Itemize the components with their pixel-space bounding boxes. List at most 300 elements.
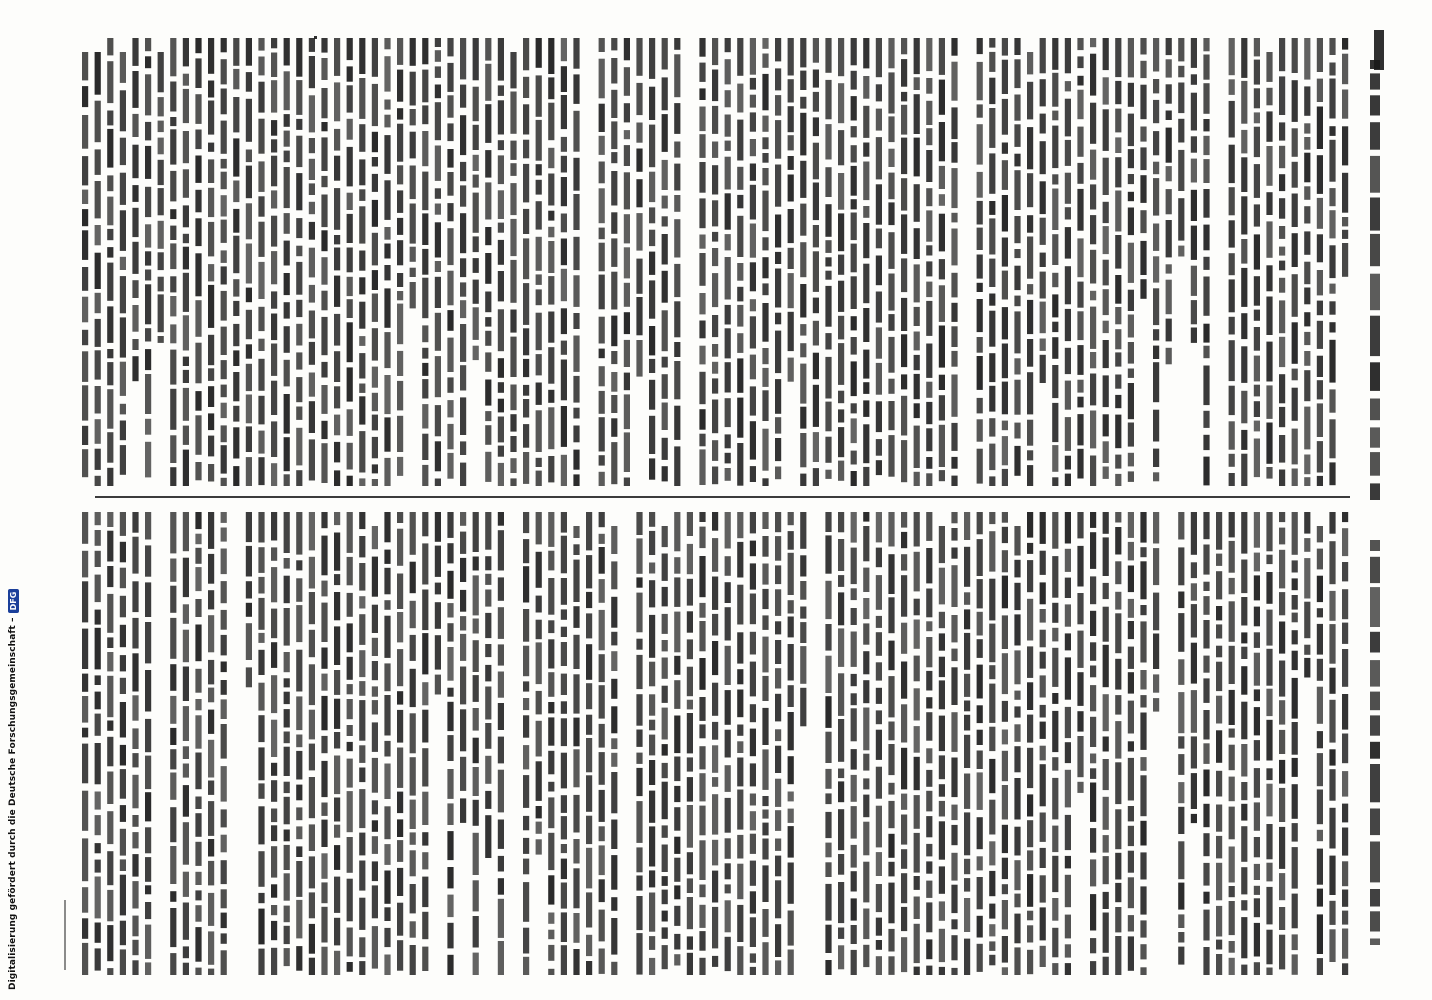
column-upper-text-line bbox=[939, 38, 945, 75]
column-upper-text-line bbox=[82, 330, 88, 345]
column-lower-text-line bbox=[485, 815, 491, 858]
column-lower-text-line bbox=[851, 871, 857, 891]
column-upper-text-line bbox=[662, 160, 668, 190]
column-upper-text-line bbox=[561, 177, 567, 206]
column-upper-text-line bbox=[359, 206, 365, 243]
column-lower-text-line bbox=[1266, 720, 1272, 761]
column-upper-text-line bbox=[939, 470, 945, 481]
column-lower-text-line bbox=[750, 541, 756, 557]
column-upper-text-line bbox=[888, 435, 894, 477]
column-lower-text-line bbox=[296, 696, 302, 730]
column-lower-text-line bbox=[221, 528, 227, 542]
column-lower-text-line bbox=[662, 876, 668, 886]
column-lower-text-line bbox=[1178, 547, 1184, 585]
column-upper-text-line bbox=[473, 258, 479, 273]
column-upper-text-line bbox=[989, 153, 995, 193]
column-upper-text-line bbox=[460, 38, 466, 79]
column-upper-text-line bbox=[926, 128, 932, 145]
column-lower-text-line bbox=[1342, 512, 1348, 522]
column-upper-text-line bbox=[120, 52, 126, 83]
column-lower-text-line bbox=[699, 697, 705, 721]
column-lower-text-line bbox=[573, 868, 579, 908]
column-upper-text-line bbox=[1317, 155, 1323, 194]
column-upper-text-line bbox=[1203, 411, 1209, 428]
column-upper-text-line bbox=[851, 126, 857, 137]
column-upper-text-line bbox=[926, 382, 932, 398]
column-upper-text-line bbox=[296, 80, 302, 115]
column-upper-text-line bbox=[170, 209, 176, 219]
column-upper-text-line bbox=[132, 185, 138, 202]
column-lower-text-line bbox=[1317, 849, 1323, 885]
column-upper-text-line bbox=[1077, 56, 1083, 68]
column-upper-text-line bbox=[422, 70, 428, 103]
column-lower-text-line bbox=[939, 716, 945, 752]
column-lower-text-line bbox=[851, 950, 857, 975]
column-lower-text-line bbox=[1052, 603, 1058, 623]
column-upper-text-line bbox=[195, 94, 201, 124]
column-upper-text-line bbox=[1342, 230, 1348, 239]
column-upper-text-line bbox=[674, 103, 680, 134]
column-upper-text-line bbox=[725, 362, 731, 392]
column-upper-text-line bbox=[422, 131, 428, 166]
column-lower-text-line bbox=[863, 754, 869, 771]
column-lower-text-line bbox=[674, 612, 680, 653]
column-lower-text-line bbox=[1090, 894, 1096, 930]
column-upper-text-line bbox=[460, 213, 466, 253]
column-lower-text-line bbox=[523, 715, 529, 737]
column-lower-text-line bbox=[485, 756, 491, 784]
column-lower-text-line bbox=[725, 884, 731, 893]
column-upper-text-line bbox=[195, 343, 201, 384]
column-upper-text-line bbox=[989, 353, 995, 382]
column-lower-text-line bbox=[687, 777, 693, 802]
column-lower-text-line bbox=[473, 767, 479, 796]
column-upper-text-line bbox=[523, 359, 529, 377]
column-lower-text-line bbox=[888, 862, 894, 877]
column-upper-text-line bbox=[1191, 159, 1197, 183]
column-upper-text-line bbox=[523, 399, 529, 418]
column-lower-text-line bbox=[548, 512, 554, 547]
column-upper-text-line bbox=[1115, 455, 1121, 469]
column-lower-text-line bbox=[1254, 886, 1260, 895]
column-upper-text-line bbox=[636, 123, 642, 143]
column-lower-text-line bbox=[1178, 736, 1184, 748]
column-upper-text-line bbox=[712, 142, 718, 158]
column-lower-text-line bbox=[258, 783, 264, 798]
column-upper-text-line bbox=[422, 465, 428, 486]
column-lower-text-line bbox=[296, 807, 302, 820]
column-upper-text-line bbox=[95, 149, 101, 175]
column-upper-text-line bbox=[624, 214, 630, 243]
column-upper-text-line bbox=[1241, 130, 1247, 154]
column-lower-text-line bbox=[750, 763, 756, 786]
column-lower-text-line bbox=[762, 796, 768, 806]
column-upper-text-line bbox=[473, 307, 479, 340]
column-upper-text-line bbox=[1304, 351, 1310, 366]
column-lower-text-line bbox=[762, 823, 768, 836]
column-lower-text-line bbox=[662, 911, 668, 922]
column-lower-text-line bbox=[410, 512, 416, 555]
column-lower-text-line bbox=[737, 512, 743, 538]
column-upper-text-line bbox=[422, 105, 428, 124]
column-upper-text-line bbox=[397, 416, 403, 452]
column-lower-text-line bbox=[1052, 778, 1058, 820]
column-upper-text-line bbox=[1266, 265, 1272, 291]
column-upper-text-line bbox=[1115, 137, 1121, 153]
column-upper-text-line bbox=[1229, 220, 1235, 247]
column-upper-text-line bbox=[1266, 423, 1272, 464]
column-lower-text-line bbox=[1115, 527, 1121, 555]
column-lower-text-line bbox=[1027, 560, 1033, 592]
column-lower-text-line bbox=[662, 782, 668, 820]
column-lower-text-line bbox=[636, 593, 642, 633]
column-upper-text-line bbox=[1153, 224, 1159, 251]
column-lower-text-line bbox=[687, 713, 693, 753]
column-lower-text-line bbox=[599, 752, 605, 785]
column-lower-text-line bbox=[473, 708, 479, 731]
column-upper-text-line bbox=[636, 179, 642, 207]
column-lower-text-line bbox=[145, 622, 151, 663]
column-lower-text-line bbox=[347, 557, 353, 585]
column-upper-text-line bbox=[107, 111, 113, 126]
column-lower-text-line bbox=[876, 767, 882, 799]
column-lower-text-line bbox=[347, 962, 353, 972]
column-lower-text-line bbox=[775, 565, 781, 584]
column-lower-text-line bbox=[384, 741, 390, 757]
column-upper-text-line bbox=[359, 396, 365, 424]
column-upper-text-line bbox=[800, 474, 806, 486]
column-upper-text-line bbox=[1040, 181, 1046, 214]
column-lower-text-line bbox=[611, 820, 617, 850]
column-lower-text-line bbox=[435, 635, 441, 669]
column-lower-text-line bbox=[384, 955, 390, 976]
column-lower-text-line bbox=[914, 795, 920, 829]
column-lower-text-line bbox=[1014, 706, 1020, 717]
column-lower-text-line bbox=[334, 756, 340, 795]
column-upper-text-line bbox=[939, 194, 945, 206]
column-upper-text-line bbox=[561, 38, 567, 61]
column-lower-text-line bbox=[284, 709, 290, 727]
column-upper-text-line bbox=[1203, 257, 1209, 270]
column-upper-text-line bbox=[1166, 319, 1172, 342]
column-lower-text-line bbox=[851, 925, 857, 944]
column-lower-text-line bbox=[271, 884, 277, 897]
column-upper-text-line bbox=[435, 85, 441, 99]
column-lower-text-line bbox=[1128, 758, 1134, 801]
column-upper-text-line bbox=[926, 473, 932, 486]
column-upper-text-line bbox=[951, 142, 957, 163]
column-lower-text-line bbox=[548, 717, 554, 745]
column-upper-text-line bbox=[183, 205, 189, 227]
column-upper-text-line bbox=[1002, 436, 1008, 465]
column-lower-text-line bbox=[271, 948, 277, 975]
column-lower-text-line bbox=[132, 537, 138, 574]
column-lower-text-line bbox=[674, 512, 680, 551]
column-lower-text-line bbox=[1254, 575, 1260, 600]
column-lower-text-line bbox=[170, 773, 176, 800]
column-lower-text-line bbox=[1178, 914, 1184, 928]
column-upper-text-line bbox=[221, 327, 227, 355]
column-upper-text-line bbox=[674, 264, 680, 297]
column-lower-text-line bbox=[1329, 769, 1335, 801]
column-upper-text-line bbox=[334, 248, 340, 271]
column-upper-text-line bbox=[636, 340, 642, 377]
column-upper-text-line bbox=[926, 101, 932, 125]
column-lower-text-line bbox=[914, 688, 920, 720]
column-upper-text-line bbox=[120, 317, 126, 357]
column-upper-text-line bbox=[510, 141, 516, 160]
column-lower-text-line bbox=[926, 621, 932, 631]
column-lower-text-line bbox=[145, 962, 151, 975]
column-lower-text-line bbox=[1128, 599, 1134, 618]
column-lower-text-line bbox=[699, 512, 705, 522]
column-lower-text-line bbox=[901, 873, 907, 903]
column-lower-text-line bbox=[183, 667, 189, 702]
column-upper-text-line bbox=[372, 174, 378, 192]
column-lower-text-line bbox=[120, 678, 126, 694]
column-upper-text-line bbox=[977, 255, 983, 279]
column-lower-text-line bbox=[636, 694, 642, 726]
column-upper-text-line bbox=[1317, 270, 1323, 295]
column-upper-text-line bbox=[309, 222, 315, 240]
column-lower-text-line bbox=[1203, 545, 1209, 575]
column-upper-text-line bbox=[107, 263, 113, 301]
column-lower-text-line bbox=[1241, 597, 1247, 626]
column-upper-text-line bbox=[221, 445, 227, 473]
column-lower-text-line bbox=[82, 581, 88, 622]
column-lower-text-line bbox=[435, 602, 441, 629]
column-upper-text-line bbox=[662, 77, 668, 110]
column-upper-text-line bbox=[384, 417, 390, 451]
column-upper-text-line bbox=[599, 417, 605, 451]
column-upper-text-line bbox=[372, 132, 378, 152]
column-lower-text-line bbox=[1090, 576, 1096, 604]
column-lower-text-line bbox=[145, 756, 151, 790]
column-lower-text-line bbox=[296, 861, 302, 897]
column-upper-text-line bbox=[699, 253, 705, 286]
column-lower-text-line bbox=[825, 812, 831, 838]
column-upper-text-line bbox=[284, 213, 290, 234]
column-lower-text-line bbox=[1040, 609, 1046, 623]
column-upper-text-line bbox=[863, 400, 869, 417]
margin-mark bbox=[64, 900, 66, 970]
column-upper-text-line bbox=[573, 158, 579, 191]
column-upper-text-line bbox=[1002, 238, 1008, 267]
column-lower-text-line bbox=[1002, 512, 1008, 523]
column-lower-text-line bbox=[485, 644, 491, 657]
column-lower-text-line bbox=[183, 946, 189, 958]
column-lower-text-line bbox=[561, 816, 567, 839]
column-lower-text-line bbox=[1140, 775, 1146, 816]
column-lower-text-line bbox=[447, 603, 453, 617]
column-upper-text-line bbox=[611, 351, 617, 364]
column-lower-text-line bbox=[132, 581, 138, 612]
column-lower-text-line bbox=[725, 900, 731, 932]
column-upper-text-line bbox=[158, 252, 164, 270]
column-upper-text-line bbox=[1254, 327, 1260, 351]
column-lower-text-line bbox=[107, 637, 113, 648]
column-upper-text-line bbox=[258, 222, 264, 257]
column-upper-text-line bbox=[939, 122, 945, 161]
column-lower-text-line bbox=[95, 792, 101, 810]
column-upper-text-line bbox=[82, 351, 88, 382]
column-lower-text-line bbox=[1103, 737, 1109, 752]
column-upper-text-line bbox=[800, 38, 806, 67]
column-upper-text-line bbox=[762, 303, 768, 342]
column-lower-text-line bbox=[1065, 856, 1071, 869]
column-upper-text-line bbox=[611, 152, 617, 163]
column-lower-text-line bbox=[120, 875, 126, 916]
column-upper-text-line bbox=[611, 272, 617, 310]
column-upper-text-line bbox=[233, 350, 239, 366]
column-lower-text-line bbox=[800, 646, 806, 684]
column-upper-text-line bbox=[447, 149, 453, 168]
column-lower-text-line bbox=[964, 633, 970, 670]
column-lower-text-line bbox=[586, 892, 592, 927]
column-upper-text-line bbox=[435, 204, 441, 215]
column-lower-text-line bbox=[951, 825, 957, 845]
column-upper-text-line bbox=[1065, 140, 1071, 166]
column-upper-text-line bbox=[372, 464, 378, 473]
column-upper-text-line bbox=[788, 156, 794, 170]
column-upper-text-line bbox=[813, 143, 819, 180]
column-upper-text-line bbox=[145, 56, 151, 68]
column-lower-text-line bbox=[1065, 742, 1071, 763]
column-upper-text-line bbox=[107, 389, 113, 429]
column-lower-text-line bbox=[1292, 784, 1298, 819]
column-upper-text-line bbox=[624, 247, 630, 278]
column-upper-text-line bbox=[221, 250, 227, 263]
column-upper-text-line bbox=[183, 74, 189, 86]
column-lower-text-line bbox=[1254, 689, 1260, 701]
column-lower-text-line bbox=[284, 948, 290, 966]
column-lower-text-line bbox=[1203, 947, 1209, 975]
column-upper-text-line bbox=[271, 291, 277, 308]
column-upper-text-line bbox=[473, 38, 479, 80]
column-upper-text-line bbox=[788, 358, 794, 382]
column-lower-text-line bbox=[1178, 754, 1184, 775]
column-upper-text-line bbox=[473, 346, 479, 360]
column-lower-text-line bbox=[674, 807, 680, 831]
column-upper-text-line bbox=[1027, 173, 1033, 207]
column-upper-text-line bbox=[712, 362, 718, 374]
column-upper-text-line bbox=[1052, 337, 1058, 359]
column-lower-text-line bbox=[384, 600, 390, 610]
column-lower-text-line bbox=[1140, 695, 1146, 707]
column-lower-text-line bbox=[120, 512, 126, 536]
column-lower-text-line bbox=[699, 885, 705, 898]
column-lower-text-line bbox=[662, 554, 668, 581]
column-upper-text-line bbox=[1014, 358, 1020, 374]
column-lower-text-line bbox=[674, 837, 680, 854]
column-upper-text-line bbox=[485, 352, 491, 371]
column-lower-text-line bbox=[914, 512, 920, 547]
column-lower-text-line bbox=[1329, 512, 1335, 534]
column-upper-text-line bbox=[712, 70, 718, 102]
column-upper-text-line bbox=[347, 66, 353, 81]
column-upper-text-line bbox=[851, 71, 857, 90]
column-upper-text-line bbox=[1229, 253, 1235, 275]
column-lower-text-line bbox=[460, 558, 466, 582]
column-lower-text-line bbox=[372, 686, 378, 696]
column-lower-text-line bbox=[271, 846, 277, 877]
column-upper-text-line bbox=[1090, 411, 1096, 449]
column-lower-text-line bbox=[1216, 571, 1222, 599]
column-lower-text-line bbox=[599, 790, 605, 822]
column-upper-text-line bbox=[1178, 150, 1184, 191]
column-upper-text-line bbox=[1115, 235, 1121, 269]
column-lower-text-line bbox=[951, 853, 957, 881]
column-upper-text-line bbox=[725, 38, 731, 52]
column-lower-text-line bbox=[914, 599, 920, 616]
column-lower-text-line bbox=[347, 837, 353, 873]
column-upper-text-line bbox=[473, 125, 479, 150]
column-upper-text-line bbox=[82, 190, 88, 204]
column-lower-text-line bbox=[712, 956, 718, 967]
column-upper-text-line bbox=[1065, 99, 1071, 137]
column-upper-text-line bbox=[1166, 128, 1172, 163]
column-upper-text-line bbox=[296, 352, 302, 369]
column-lower-text-line bbox=[309, 856, 315, 888]
column-lower-text-line bbox=[573, 839, 579, 864]
column-lower-text-line bbox=[725, 646, 731, 685]
column-upper-text-line bbox=[762, 153, 768, 163]
column-lower-text-line bbox=[977, 639, 983, 658]
column-upper-text-line bbox=[1229, 38, 1235, 75]
column-lower-text-line bbox=[561, 718, 567, 746]
column-upper-text-line bbox=[1203, 324, 1209, 343]
column-lower-text-line bbox=[800, 607, 806, 619]
column-lower-text-line bbox=[195, 842, 201, 866]
column-upper-text-line bbox=[473, 280, 479, 304]
column-lower-text-line bbox=[1191, 814, 1197, 823]
column-upper-text-line bbox=[284, 71, 290, 110]
column-lower-text-line bbox=[939, 633, 945, 650]
column-lower-text-line bbox=[208, 554, 214, 584]
column-lower-text-line bbox=[536, 596, 542, 613]
column-lower-text-line bbox=[561, 753, 567, 789]
column-lower-text-line bbox=[1266, 930, 1272, 965]
column-lower-text-line bbox=[258, 650, 264, 675]
column-lower-text-line bbox=[1216, 662, 1222, 691]
column-lower-text-line bbox=[359, 614, 365, 645]
column-upper-text-line bbox=[233, 209, 239, 233]
column-lower-text-line bbox=[359, 596, 365, 608]
column-upper-text-line bbox=[951, 457, 957, 469]
column-lower-text-line bbox=[1342, 929, 1348, 959]
column-upper-text-line bbox=[712, 273, 718, 307]
column-upper-text-line bbox=[548, 407, 554, 449]
column-lower-text-line bbox=[611, 632, 617, 646]
column-lower-text-line bbox=[951, 919, 957, 929]
column-lower-text-line bbox=[1014, 947, 1020, 975]
column-upper-text-line bbox=[750, 38, 756, 75]
running-head-right bbox=[1370, 889, 1380, 907]
column-lower-text-line bbox=[561, 701, 567, 714]
column-lower-text-line bbox=[132, 512, 138, 533]
column-upper-text-line bbox=[573, 111, 579, 152]
column-upper-text-line bbox=[397, 70, 403, 102]
column-lower-text-line bbox=[1090, 938, 1096, 953]
column-upper-text-line bbox=[321, 230, 327, 251]
column-lower-text-line bbox=[347, 725, 353, 736]
column-upper-text-line bbox=[662, 310, 668, 351]
column-lower-text-line bbox=[384, 568, 390, 595]
column-upper-text-line bbox=[1077, 380, 1083, 393]
column-lower-text-line bbox=[1128, 741, 1134, 751]
running-head-left bbox=[1370, 234, 1380, 266]
column-upper-text-line bbox=[800, 324, 806, 336]
